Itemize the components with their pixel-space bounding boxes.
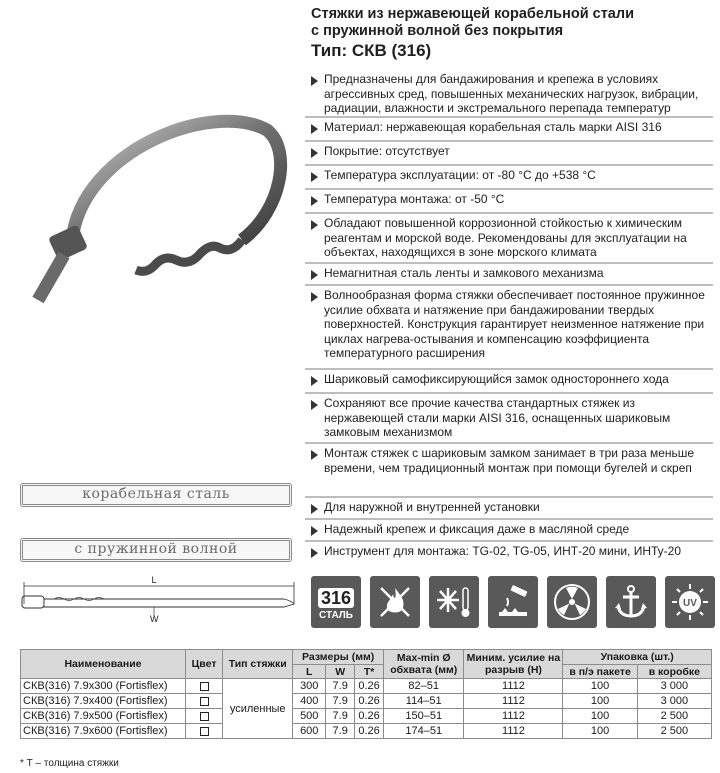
color-swatch-empty [200,712,209,721]
frost-icon [429,576,479,628]
property-icons [311,576,715,628]
steel-316-icon [311,576,361,628]
bullet-icon [311,376,318,386]
cell-color [186,694,223,709]
width-label: W [150,614,159,624]
radiation-icon [547,576,597,628]
col-tie-type: Тип стяжки [223,650,293,679]
cell-W: 7.9 [326,724,355,739]
product-photo [12,90,292,320]
cell-L: 400 [293,694,326,709]
col-min-force: Миним. усилие на разрыв (Н) [464,650,563,679]
col-W: W [326,665,355,679]
bullet-icon [311,504,318,514]
col-per-pack: в п/э пакете [563,665,637,679]
feature-item: Немагнитная сталь ленты и замкового механизма [305,262,713,284]
bullet-icon [311,148,318,158]
cell-box: 3 000 [637,679,711,694]
cell-name: СКВ(316) 7.9х400 (Fortisflex) [21,694,186,709]
color-swatch-empty [200,697,209,706]
cell-L: 600 [293,724,326,739]
cell-box: 3 000 [637,694,711,709]
type-label: Тип: СКВ (316) [311,41,432,60]
steel-word: СТАЛЬ [319,609,353,621]
chemical-resistant-icon [488,576,538,628]
cell-name: СКВ(316) 7.9х500 (Fortisflex) [21,709,186,724]
stamp-spring-wave: с пружинной волной [20,538,292,562]
color-swatch-empty [200,727,209,736]
bullet-icon [311,270,318,280]
title-line-2: с пружинной волной без покрытия [311,23,564,39]
feature-item: Волнообразная форма стяжки обеспечивает постоянное пружинное усилие обхвата и натяжение при бандажировании твердых поверхностей. Конструкция гарантирует неизменное натяжение при циклах нагрева-остывания и компенсацию коэффициента температурного расширения [305,284,713,368]
cell-color [186,709,223,724]
feature-item: Надежный крепеж и фиксация даже в масляной среде [305,518,713,540]
feature-item: Для наружной и внутренней установки [305,496,713,518]
cell-pack: 100 [563,694,637,709]
cell-T: 0.26 [355,724,384,739]
feature-item: Шариковый самофиксирующийся замок одностороннего хода [305,368,713,392]
cell-pack: 100 [563,724,637,739]
col-packing: Упаковка (шт.) [563,650,712,665]
color-swatch-empty [200,682,209,691]
table-row [21,724,712,739]
feature-item: Сохраняют все прочие качества стандартных стяжек из нержавеющей стали марки AISI 316, оснащенных шариковым замковым механизмом [305,392,713,442]
cell-T: 0.26 [355,679,384,694]
cell-color [186,724,223,739]
feature-item: Предназначены для бандажирования и крепежа в условиях агрессивных сред, повышенных механических нагрузок, вибрации, радиации, влажности и экстремального перепада температур [305,70,713,116]
feature-item: Инструмент для монтажа: TG-02, TG-05, ИНТ-20 мини, ИНТу-20 [305,540,713,564]
length-label: L [151,575,157,585]
svg-text:UV: UV [683,598,697,609]
page-title [311,6,711,61]
table-row [21,709,712,724]
cell-force: 1112 [464,709,563,724]
col-T: T* [355,665,384,679]
marine-anchor-icon [606,576,656,628]
title-line-1: Стяжки из нержавеющей корабельной стали [311,6,634,22]
product-table [20,649,712,739]
steel-number: 316 [318,588,354,608]
bullet-icon [311,172,318,182]
cell-color [186,679,223,694]
cell-L: 300 [293,679,326,694]
feature-item: Монтаж стяжек с шариковым замком занимает в три раза меньше времени, чем традиционный монтаж при помощи бугелей и скреп [305,442,713,496]
bullet-icon [311,76,318,86]
col-max-min: Max-min Ø обхвата (мм) [384,650,464,679]
cell-force: 1112 [464,724,563,739]
col-per-box: в коробке [637,665,711,679]
cell-range: 82–51 [384,679,464,694]
bullet-icon [311,292,318,302]
bullet-icon [311,548,318,558]
bullet-icon [311,196,318,206]
feature-item: Обладают повышенной коррозионной стойкостью к химическим реагентам и морской воде. Рекомендованы для эксплуатации на объектах, находящихся в зоне морского климата [305,212,713,262]
stamp-ship-steel: корабельная сталь [20,483,292,507]
cell-L: 500 [293,709,326,724]
feature-item: Покрытие: отсутствует [305,140,713,164]
cell-T: 0.26 [355,694,384,709]
cell-W: 7.9 [326,679,355,694]
cell-box: 2 500 [637,709,711,724]
features-list [305,70,713,564]
bullet-icon [311,526,318,536]
table-row [21,679,712,694]
col-dimensions: Размеры (мм) [293,650,384,665]
fire-resistant-icon [370,576,420,628]
cell-W: 7.9 [326,709,355,724]
bullet-icon [311,400,318,410]
cell-range: 114–51 [384,694,464,709]
cell-force: 1112 [464,679,563,694]
cell-pack: 100 [563,679,637,694]
bullet-icon [311,450,318,460]
cell-W: 7.9 [326,694,355,709]
tie-technical-drawing [14,572,304,627]
uv-icon [665,576,715,628]
cell-pack: 100 [563,709,637,724]
cell-force: 1112 [464,694,563,709]
col-L: L [293,665,326,679]
table-row [21,694,712,709]
cell-T: 0.26 [355,709,384,724]
feature-item: Температура эксплуатации: от -80 °С до +538 °С [305,164,713,188]
col-color: Цвет [186,650,223,679]
cell-range: 150–51 [384,709,464,724]
bullet-icon [311,220,318,230]
feature-item: Материал: нержавеющая корабельная сталь марки AISI 316 [305,116,713,140]
cell-box: 2 500 [637,724,711,739]
cell-tie-type: усиленные [223,679,293,739]
feature-item: Температура монтажа: от -50 °С [305,188,713,212]
bullet-icon [311,124,318,134]
cell-name: СКВ(316) 7.9х300 (Fortisflex) [21,679,186,694]
col-name: Наименование [21,650,186,679]
cell-range: 174–51 [384,724,464,739]
cell-name: СКВ(316) 7.9х600 (Fortisflex) [21,724,186,739]
footnote: * Т – толщина стяжки [20,758,119,769]
